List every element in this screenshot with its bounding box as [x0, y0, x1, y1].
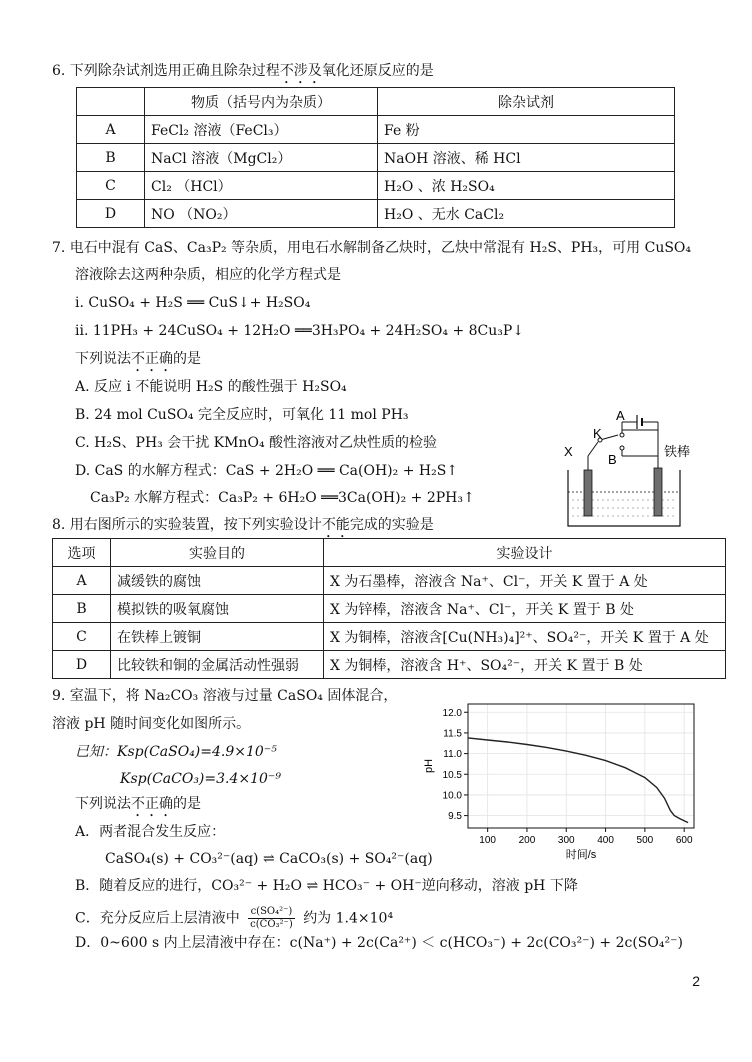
label-b: B	[608, 452, 617, 467]
electrochem-apparatus	[560, 408, 710, 530]
contact-b	[620, 446, 624, 450]
y-tick-label: 11.0	[443, 749, 462, 761]
q7-equation-1: i. CuSO₄ + H₂S ══ CuS↓+ H₂SO₄	[75, 295, 311, 311]
label-iron-rod: 铁棒	[664, 444, 691, 459]
x-axis-label: 时间/s	[565, 849, 597, 861]
q7-ask: 下列说法不正确的是	[75, 351, 201, 367]
table-row: D NO （NO₂） H₂O 、无水 CaCl₂	[77, 200, 675, 228]
x-tick-label: 400	[597, 835, 614, 846]
chart-ticks	[443, 708, 693, 846]
q7-option-b: B. 24 mol CuSO₄ 完全反应时，可氧化 11 mol PH₃	[75, 407, 409, 423]
x-tick-label: 200	[518, 835, 536, 846]
label-x: X	[564, 444, 573, 459]
table-row: A FeCl₂ 溶液（FeCl₃） Fe 粉	[77, 116, 675, 144]
q8-stem: 8. 用右图所示的实验装置，按下列实验设计不能完成的实验是	[52, 517, 434, 533]
y-axis-label: pH	[423, 758, 435, 774]
q7-stem-2: 溶液除去这两种杂质，相应的化学方程式是	[75, 267, 341, 283]
contact-a	[620, 433, 624, 437]
x-tick-label: 600	[675, 835, 693, 846]
switch-k	[600, 435, 618, 440]
x-tick-label: 100	[479, 835, 496, 846]
table-row: C Cl₂ （HCl） H₂O 、浓 H₂SO₄	[77, 172, 675, 200]
q7-option-c: C. H₂S、PH₃ 会干扰 KMnO₄ 酸性溶液对乙炔性质的检验	[75, 435, 438, 451]
q6-header-substance: 物质（括号内为杂质）	[145, 88, 378, 116]
q9-ask: 下列说法不正确的是	[75, 796, 201, 812]
ph-series-line	[468, 738, 688, 823]
q9-option-c: C．充分反应后上层清液中 $\frac{\text{c(SO₄²⁻)}}{\text{c(CO₃²⁻)}}$ 约为 1.4×10⁴	[75, 906, 394, 930]
q9-known: 已知：Ksp(CaSO₄)=4.9×10⁻⁵	[75, 744, 277, 760]
y-tick-label: 10.0	[442, 790, 462, 802]
q7-option-d-2: Ca₃P₂ 水解方程式：Ca₃P₂ + 6H₂O ══3Ca(OH)₂ + 2PH₃↑	[90, 490, 475, 506]
y-tick-label: 10.5	[442, 769, 462, 781]
q8-header-goal: 实验目的	[111, 539, 324, 567]
q8-table	[52, 538, 726, 679]
chart-frame	[468, 704, 694, 828]
q9-option-d: D．0~600 s 内上层清液中存在：c(Na⁺) + 2c(Ca²⁺) ＜ c(HCO₃⁻) + 2c(CO₃²⁻) + 2c(SO₄²⁻)	[75, 935, 683, 951]
q8-header-option: 选项	[53, 539, 111, 567]
x-tick-label: 300	[557, 835, 575, 846]
q6-table	[76, 87, 675, 228]
y-tick-label: 12.0	[442, 707, 462, 719]
q8-header-design: 实验设计	[324, 539, 726, 567]
q9-ksp-caco3: Ksp(CaCO₃)=3.4×10⁻⁹	[120, 771, 281, 787]
q7-equation-2: ii. 11PH₃ + 24CuSO₄ + 12H₂O ══3H₃PO₄ + 24H₂SO₄ + 8Cu₃P↓	[75, 323, 525, 339]
q9-option-a: A．两者混合发生反应：	[75, 824, 226, 840]
page-number: 2	[692, 973, 700, 989]
q7-option-d-1: D. CaS 的水解方程式：CaS + 2H₂O ══ Ca(OH)₂ + H₂S↑	[75, 463, 459, 479]
y-tick-label: 11.5	[443, 728, 462, 740]
concentration-ratio: $\frac{\text{c(SO₄²⁻)}}{\text{c(CO₃²⁻)}}$	[250, 906, 293, 930]
table-row: A 减缓铁的腐蚀 X 为石墨棒，溶液含 Na⁺、Cl⁻，开关 K 置于 A 处	[53, 567, 726, 595]
table-row: B NaCl 溶液（MgCl₂） NaOH 溶液、稀 HCl	[77, 144, 675, 172]
q7-stem-1: 7. 电石中混有 CaS、Ca₃P₂ 等杂质，用电石水解制备乙炔时，乙炔中常混有 H₂S、PH₃，可用 CuSO₄	[52, 240, 692, 256]
ph-time-chart	[410, 696, 710, 866]
label-k: K	[593, 426, 602, 441]
table-row: C 在铁棒上镀铜 X 为铜棒，溶液含[Cu(NH₃)₄]²⁺、SO₄²⁻，开关 K 置于 A 处	[53, 623, 726, 651]
label-a: A	[616, 408, 625, 423]
table-row: D 比较铁和铜的金属活动性强弱 X 为铜棒，溶液含 H⁺、SO₄²⁻，开关 K 置于 B 处	[53, 651, 726, 679]
y-tick-label: 9.5	[448, 811, 462, 823]
q9-option-b: B．随着反应的进行，CO₃²⁻ + H₂O ⇌ HCO₃⁻ + OH⁻逆向移动，溶液 pH 下降	[75, 878, 578, 894]
chart-grid	[468, 704, 694, 828]
q6-stem: 6. 下列除杂试剂选用正确且除杂过程不涉及氧化还原反应的是	[52, 63, 434, 79]
iron-rod	[654, 468, 662, 516]
q7-option-a: A. 反应 i 不能说明 H₂S 的酸性强于 H₂SO₄	[75, 379, 347, 395]
q9-stem-1: 9. 室温下，将 Na₂CO₃ 溶液与过量 CaSO₄ 固体混合，	[52, 688, 398, 704]
q6-header-reagent: 除杂试剂	[378, 88, 675, 116]
electrode-x	[584, 470, 592, 516]
q9-stem-2: 溶液 pH 随时间变化如图所示。	[52, 716, 251, 732]
table-row: B 模拟铁的吸氧腐蚀 X 为锌棒，溶液含 Na⁺、Cl⁻，开关 K 置于 B 处	[53, 595, 726, 623]
q9-option-a-equation: CaSO₄(s) + CO₃²⁻(aq) ⇌ CaCO₃(s) + SO₄²⁻(aq)	[105, 851, 433, 867]
x-tick-label: 500	[636, 835, 654, 846]
